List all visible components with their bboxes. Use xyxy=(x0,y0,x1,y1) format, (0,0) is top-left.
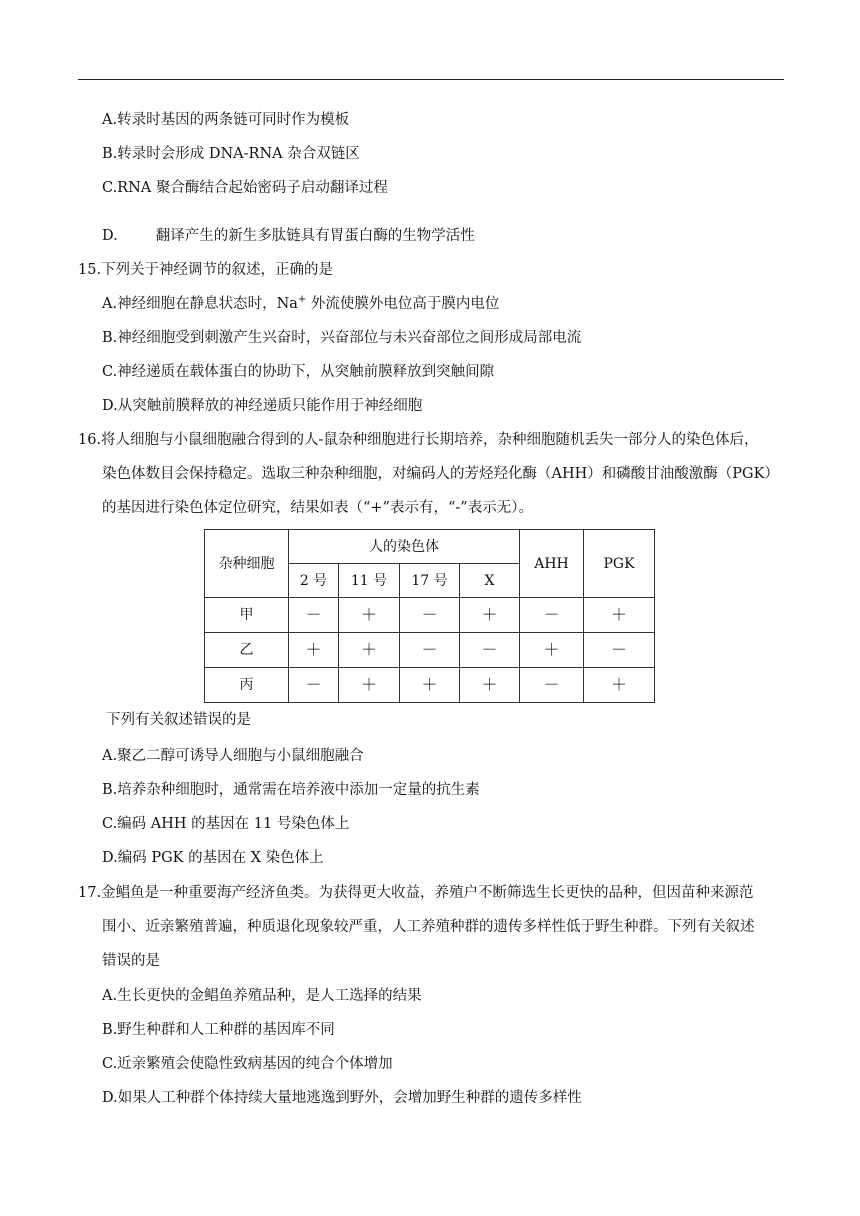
q15-option-c: C.神经递质在载体蛋白的协助下，从突触前膜释放到突触间隙 xyxy=(102,364,495,380)
q16-option-a: A.聚乙二醇可诱导人细胞与小鼠细胞融合 xyxy=(102,748,364,764)
table-cell: － xyxy=(289,598,339,633)
q15-option-a-sup: + xyxy=(297,294,307,306)
table-cell: ＋ xyxy=(520,633,584,668)
header-pgk: PGK xyxy=(584,530,655,598)
row-label: 甲 xyxy=(205,598,289,633)
q16-stem-line2: 染色体数目会保持稳定。选取三种杂种细胞，对编码人的芳烃羟化酶（AHH）和磷酸甘油酸激酶（PGK） xyxy=(102,466,779,482)
table-cell: ＋ xyxy=(339,633,400,668)
q14-option-d xyxy=(102,226,475,246)
table-cell: － xyxy=(584,633,655,668)
subheader-chr-2: 2 号 xyxy=(289,564,339,598)
q17-option-b: B.野生种群和人工种群的基因库不同 xyxy=(102,1022,335,1038)
q17-option-a: A.生长更快的金鲳鱼养殖品种，是人工选择的结果 xyxy=(102,988,422,1004)
table-cell: ＋ xyxy=(400,668,460,703)
q17-option-c: C.近亲繁殖会使隐性致病基因的纯合个体增加 xyxy=(102,1056,393,1072)
table-row xyxy=(205,633,655,668)
table-cell: － xyxy=(460,633,520,668)
table-cell: ＋ xyxy=(584,668,655,703)
row-label: 乙 xyxy=(205,633,289,668)
q17-stem-line1: 17.金鲳鱼是一种重要海产经济鱼类。为获得更大收益，养殖户不断筛选生长更快的品种，但因苗种来源范 xyxy=(78,885,754,901)
q15-option-b: B.神经细胞受到刺激产生兴奋时，兴奋部位与未兴奋部位之间形成局部电流 xyxy=(102,330,582,346)
q15-option-a xyxy=(102,294,499,314)
header-ahh: AHH xyxy=(520,530,584,598)
table-row xyxy=(205,598,655,633)
q15-option-a-post: 外流使膜外电位高于膜内电位 xyxy=(306,296,500,312)
table-cell: ＋ xyxy=(339,668,400,703)
q16-followup: 下列有关叙述错误的是 xyxy=(106,712,251,728)
q14-option-c: C.RNA 聚合酶结合起始密码子启动翻译过程 xyxy=(102,180,388,196)
q16-option-b: B.培养杂种细胞时，通常需在培养液中添加一定量的抗生素 xyxy=(102,782,480,798)
header-rule xyxy=(78,79,784,80)
table-cell: ＋ xyxy=(584,598,655,633)
q16-stem-line3: 的基因进行染色体定位研究，结果如表（“+”表示有，“-”表示无）。 xyxy=(102,500,533,516)
table-cell: － xyxy=(520,668,584,703)
q16-option-c: C.编码 AHH 的基因在 11 号染色体上 xyxy=(102,816,350,832)
table-cell: － xyxy=(520,598,584,633)
q17-stem-line3: 错误的是 xyxy=(102,953,160,969)
q15-option-d: D.从突触前膜释放的神经递质只能作用于神经细胞 xyxy=(102,398,423,414)
subheader-chr-17: 17 号 xyxy=(400,564,460,598)
table-cell: ＋ xyxy=(339,598,400,633)
q14-option-b: B.转录时会形成 DNA-RNA 杂合双链区 xyxy=(102,146,360,162)
table-cell: ＋ xyxy=(460,598,520,633)
q17-stem-line2: 围小、近亲繁殖普遍，种质退化现象较严重，人工养殖种群的遗传多样性低于野生种群。下列有关叙述 xyxy=(102,919,755,935)
q15-stem: 15.下列关于神经调节的叙述，正确的是 xyxy=(78,262,334,278)
q16-stem-line1: 16.将人细胞与小鼠细胞融合得到的人-鼠杂种细胞进行长期培养，杂种细胞随机丢失一部分人的染色体后， xyxy=(78,432,759,448)
subheader-chr-11: 11 号 xyxy=(339,564,400,598)
table-cell: － xyxy=(289,668,339,703)
table-cell: － xyxy=(400,598,460,633)
table-row xyxy=(205,668,655,703)
chromosome-table xyxy=(204,529,655,703)
q17-option-d: D.如果人工种群个体持续大量地逃逸到野外，会增加野生种群的遗传多样性 xyxy=(102,1090,582,1106)
header-hybrid-cell: 杂种细胞 xyxy=(205,530,289,598)
q14-option-d-letter: D. xyxy=(102,228,118,244)
table-cell: － xyxy=(400,633,460,668)
header-human-chromosomes: 人的染色体 xyxy=(289,530,520,564)
table-cell: ＋ xyxy=(289,633,339,668)
q14-option-d-text: 翻译产生的新生多肽链具有胃蛋白酶的生物学活性 xyxy=(155,228,475,244)
subheader-chr-x: X xyxy=(460,564,520,598)
q14-option-a: A.转录时基因的两条链可同时作为模板 xyxy=(102,112,350,128)
table-cell: ＋ xyxy=(460,668,520,703)
q16-option-d: D.编码 PGK 的基因在 X 染色体上 xyxy=(102,850,324,866)
row-label: 丙 xyxy=(205,668,289,703)
q15-option-a-pre: A.神经细胞在静息状态时，Na xyxy=(102,296,298,312)
